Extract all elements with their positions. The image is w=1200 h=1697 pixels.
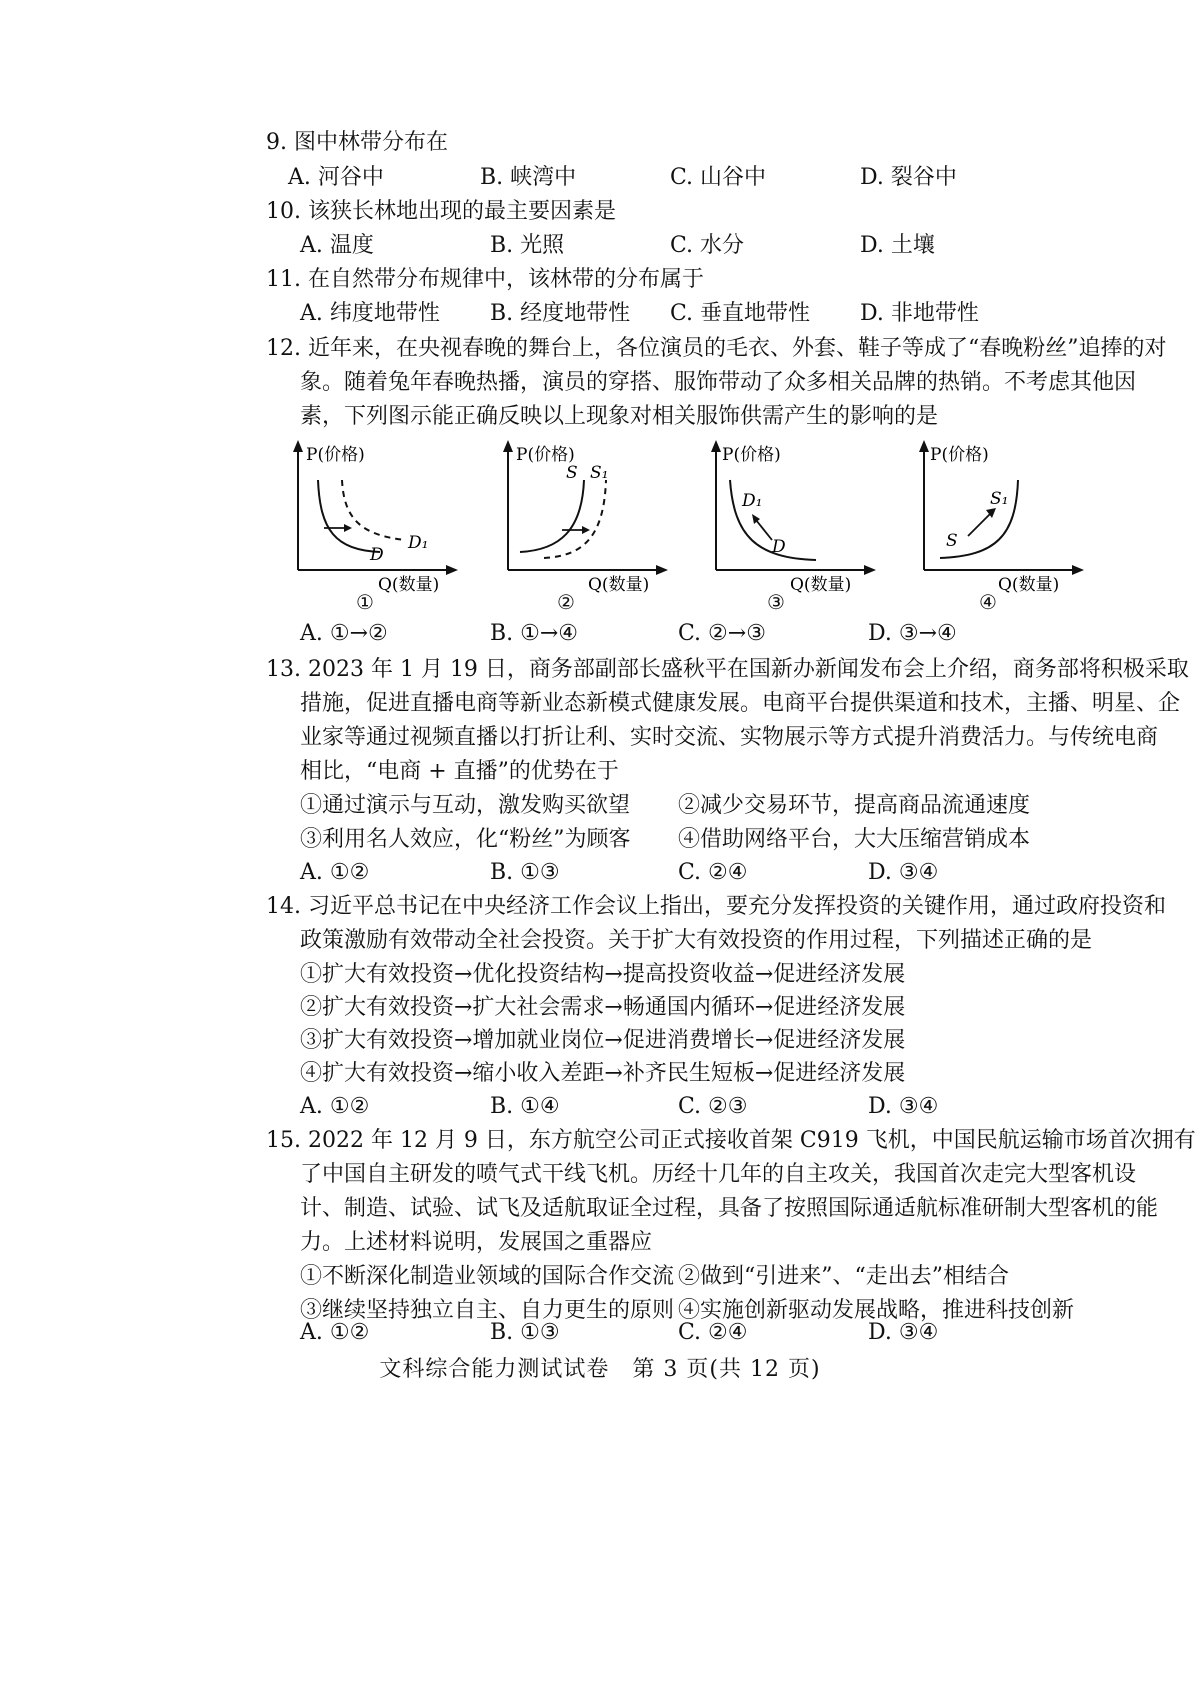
graph-4 <box>916 440 1086 614</box>
graph-1 <box>290 440 460 614</box>
graph-3-curve-d: D <box>772 537 786 557</box>
graph-4-number: ④ <box>979 590 997 614</box>
graph-2-curve-s: S <box>566 463 578 483</box>
graph-4-curve-s: S <box>946 531 958 551</box>
q15-stem-line-3: 计、制造、试验、试飞及适航取证全过程，具备了按照国际通适航标准研制大型客机的能 <box>300 1196 1159 1221</box>
q12-stem-line-2: 象。随着兔年春晚热播，演员的穿搭、服饰带动了众多相关品牌的热销。不考虑其他因 <box>300 370 1137 395</box>
graph-4-x-label: Q(数量) <box>998 575 1060 595</box>
q11-option-c[interactable]: C. 垂直地带性 <box>670 301 811 326</box>
graph-2-x-label: Q(数量) <box>588 575 650 595</box>
q10-option-c[interactable]: C. 水分 <box>670 233 745 258</box>
q15-stem-line-4: 力。上述材料说明，发展国之重器应 <box>300 1230 653 1255</box>
q13-item-3: ③利用名人效应，化“粉丝”为顾客 <box>300 827 631 852</box>
q15-stem-line-2: 了中国自主研发的喷气式干线飞机。历经十几年的自主攻关，我国首次走完大型客机设 <box>300 1162 1137 1187</box>
graph-4-curve-s1: S₁ <box>990 489 1009 509</box>
q12-stem-line-1: 12. 近年来，在央视春晚的舞台上，各位演员的毛衣、外套、鞋子等成了“春晚粉丝”追捧的对 <box>266 336 1167 361</box>
graph-3-number: ③ <box>767 590 785 614</box>
q12-option-a[interactable]: A. ①→② <box>300 621 388 646</box>
q15-option-c[interactable]: C. ②④ <box>678 1320 748 1345</box>
q10-option-d[interactable]: D. 土壤 <box>860 233 935 258</box>
q12-stem-line-3: 素，下列图示能正确反映以上现象对相关服饰供需产生的影响的是 <box>300 404 939 429</box>
q14-option-c[interactable]: C. ②③ <box>678 1094 748 1119</box>
q13-option-d[interactable]: D. ③④ <box>868 860 939 885</box>
graph-3 <box>708 440 878 614</box>
q15-item-4: ④实施创新驱动发展战略，推进科技创新 <box>678 1298 1075 1323</box>
q15-option-b[interactable]: B. ①③ <box>490 1320 560 1345</box>
q14-option-b[interactable]: B. ①④ <box>490 1094 560 1119</box>
q9-option-a[interactable]: A. 河谷中 <box>288 165 384 190</box>
q14-item-3: ③扩大有效投资→增加就业岗位→促进消费增长→促进经济发展 <box>300 1028 906 1053</box>
q10-stem: 10. 该狭长林地出现的最主要因素是 <box>266 199 616 224</box>
graph-1-curve-d1: D₁ <box>408 533 429 553</box>
graph-1-curve-d: D <box>370 545 384 565</box>
graph-4-y-label: P(价格) <box>930 445 989 465</box>
q11-option-d[interactable]: D. 非地带性 <box>860 301 979 326</box>
q15-item-3: ③继续坚持独立自主、自力更生的原则 <box>300 1298 675 1323</box>
graph-2-y-label: P(价格) <box>516 445 575 465</box>
page-footer: 文科综合能力测试试卷 第 3 页(共 12 页) <box>379 1357 821 1382</box>
q13-item-4: ④借助网络平台，大大压缩营销成本 <box>678 827 1031 852</box>
q15-stem-line-1: 15. 2022 年 12 月 9 日，东方航空公司正式接收首架 C919 飞机，中国民航运输市场首次拥有 <box>266 1128 1196 1153</box>
q15-option-a[interactable]: A. ①② <box>300 1320 370 1345</box>
q11-option-b[interactable]: B. 经度地带性 <box>490 301 631 326</box>
q10-option-a[interactable]: A. 温度 <box>300 233 374 258</box>
q13-stem-line-1: 13. 2023 年 1 月 19 日，商务部副部长盛秋平在国新办新闻发布会上介绍，商务部将积极采取 <box>266 657 1189 682</box>
q14-item-4: ④扩大有效投资→缩小收入差距→补齐民生短板→促进经济发展 <box>300 1061 906 1086</box>
q15-option-d[interactable]: D. ③④ <box>868 1320 939 1345</box>
graph-2 <box>500 440 670 614</box>
q11-option-a[interactable]: A. 纬度地带性 <box>300 301 440 326</box>
q14-stem-line-1: 14. 习近平总书记在中央经济工作会议上指出，要充分发挥投资的关键作用，通过政府投资和 <box>266 894 1166 919</box>
q13-item-1: ①通过演示与互动，激发购买欲望 <box>300 793 631 818</box>
q9-option-c[interactable]: C. 山谷中 <box>670 165 767 190</box>
q12-option-b[interactable]: B. ①→④ <box>490 621 579 646</box>
q13-option-c[interactable]: C. ②④ <box>678 860 748 885</box>
q13-option-b[interactable]: B. ①③ <box>490 860 560 885</box>
q14-option-d[interactable]: D. ③④ <box>868 1094 939 1119</box>
q9-option-d[interactable]: D. 裂谷中 <box>860 165 957 190</box>
q13-item-2: ②减少交易环节，提高商品流通速度 <box>678 793 1031 818</box>
q12-option-c[interactable]: C. ②→③ <box>678 621 766 646</box>
q9-stem: 9. 图中林带分布在 <box>266 130 448 155</box>
q14-option-a[interactable]: A. ①② <box>300 1094 370 1119</box>
q15-item-1: ①不断深化制造业领域的国际合作交流 <box>300 1264 675 1289</box>
q9-option-b[interactable]: B. 峡湾中 <box>480 165 577 190</box>
q13-stem-line-2: 措施，促进直播电商等新业态新模式健康发展。电商平台提供渠道和技术，主播、明星、企 <box>300 691 1181 716</box>
graph-3-y-label: P(价格) <box>722 445 781 465</box>
graph-3-x-label: Q(数量) <box>790 575 852 595</box>
q14-item-1: ①扩大有效投资→优化投资结构→提高投资收益→促进经济发展 <box>300 962 906 987</box>
q11-stem: 11. 在自然带分布规律中，该林带的分布属于 <box>266 267 704 292</box>
q14-stem-line-2: 政策激励有效带动全社会投资。关于扩大有效投资的作用过程，下列描述正确的是 <box>300 928 1093 953</box>
graph-1-number: ① <box>356 590 374 614</box>
graph-3-curve-d1: D₁ <box>742 491 763 511</box>
q13-option-a[interactable]: A. ①② <box>300 860 370 885</box>
q15-item-2: ②做到“引进来”、“走出去”相结合 <box>678 1264 1009 1289</box>
graph-2-number: ② <box>557 590 575 614</box>
q12-option-d[interactable]: D. ③→④ <box>868 621 957 646</box>
graph-2-curve-s1: S₁ <box>590 463 609 483</box>
q14-item-2: ②扩大有效投资→扩大社会需求→畅通国内循环→促进经济发展 <box>300 995 906 1020</box>
graph-1-y-label: P(价格) <box>306 445 365 465</box>
q13-stem-line-4: 相比，“电商 + 直播”的优势在于 <box>300 759 619 784</box>
graph-1-x-label: Q(数量) <box>378 575 440 595</box>
q10-option-b[interactable]: B. 光照 <box>490 233 565 258</box>
q13-stem-line-3: 业家等通过视频直播以打折让利、实时交流、实物展示等方式提升消费活力。与传统电商 <box>300 725 1159 750</box>
